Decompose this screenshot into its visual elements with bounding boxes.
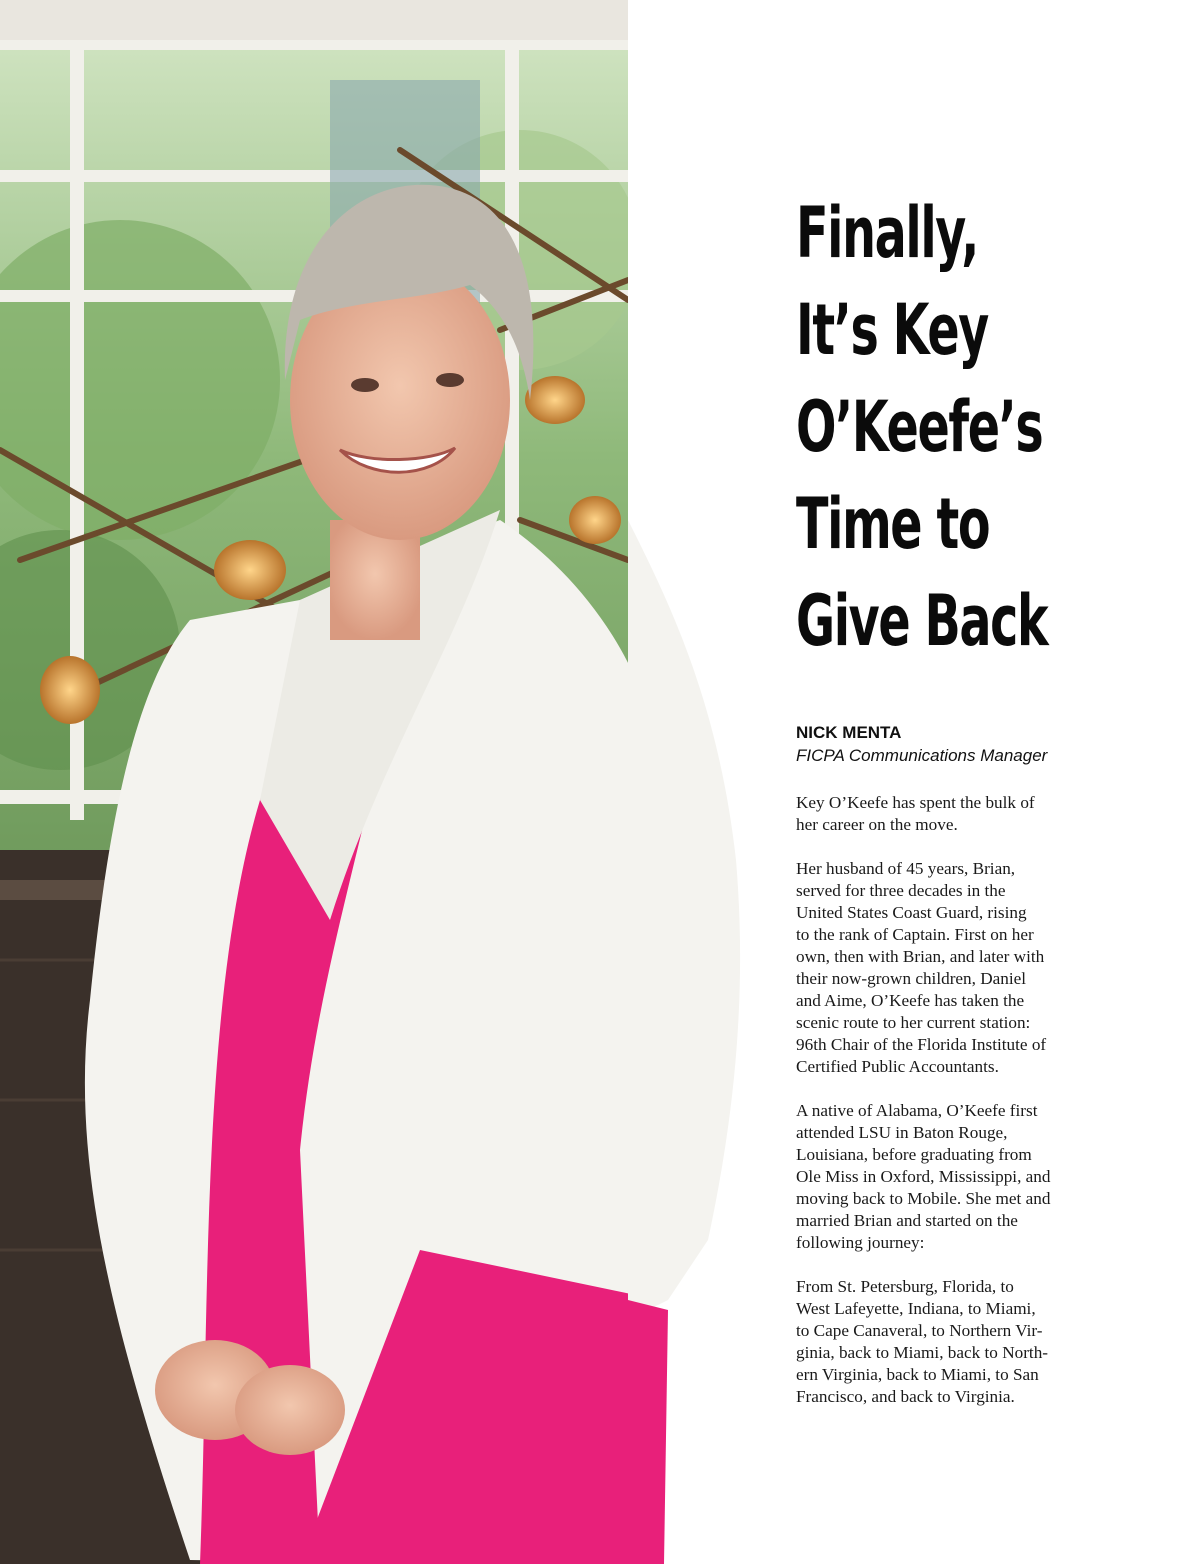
paragraph-2 — [796, 858, 1088, 1078]
text-line: own, then with Brian, and later with — [796, 947, 1045, 966]
shoulder-illustration — [628, 0, 748, 1564]
text-line: A native of Alabama, O’Keefe first — [796, 1101, 1038, 1120]
text-line: Her husband of 45 years, Brian, — [796, 859, 1016, 878]
text-line: to Cape Canaveral, to Northern Vir- — [796, 1321, 1043, 1340]
text-line: ginia, back to Miami, back to North- — [796, 1343, 1049, 1362]
portrait-shoulder-overflow — [628, 0, 748, 1564]
article-body — [796, 792, 1088, 1430]
text-line: to the rank of Captain. First on her — [796, 925, 1034, 944]
text-line: United States Coast Guard, rising — [796, 903, 1027, 922]
byline-title: FICPA Communications Manager — [796, 746, 1048, 765]
text-line: their now-grown children, Daniel — [796, 969, 1027, 988]
text-line: scenic route to her current station: — [796, 1013, 1031, 1032]
text-line: and Aime, O’Keefe has taken the — [796, 991, 1025, 1010]
text-line: 96th Chair of the Florida Institute of — [796, 1035, 1047, 1054]
headline-line: Finally, — [796, 192, 979, 274]
text-line: moving back to Mobile. She met and — [796, 1189, 1051, 1208]
text-line: From St. Petersburg, Florida, to — [796, 1277, 1014, 1296]
text-line: married Brian and started on the — [796, 1211, 1018, 1230]
text-line: attended LSU in Baton Rouge, — [796, 1123, 1008, 1142]
text-line: West Lafeyette, Indiana, to Miami, — [796, 1299, 1036, 1318]
text-line: Ole Miss in Oxford, Mississippi, and — [796, 1167, 1051, 1186]
text-line: following journey: — [796, 1233, 925, 1252]
text-line: Louisiana, before graduating from — [796, 1145, 1032, 1164]
text-line: ern Virginia, back to Miami, to San — [796, 1365, 1039, 1384]
byline-author: NICK MENTA — [796, 723, 902, 742]
text-line: Key O’Keefe has spent the bulk of — [796, 793, 1035, 812]
article — [796, 185, 1096, 1406]
paragraph-3 — [796, 1100, 1088, 1254]
text-line: Francisco, and back to Virginia. — [796, 1387, 1015, 1406]
headline-line: It’s Key — [796, 289, 988, 371]
headline — [796, 185, 1095, 670]
paragraph-4 — [796, 1276, 1088, 1408]
paragraph-1 — [796, 792, 1088, 836]
headline-line: Time to — [796, 483, 990, 565]
headline-line: O’Keefe’s — [796, 386, 1043, 468]
text-line: Certified Public Accountants. — [796, 1057, 999, 1076]
headline-line: Give Back — [796, 580, 1048, 662]
text-line: her career on the move. — [796, 815, 958, 834]
text-line: served for three decades in the — [796, 881, 1006, 900]
